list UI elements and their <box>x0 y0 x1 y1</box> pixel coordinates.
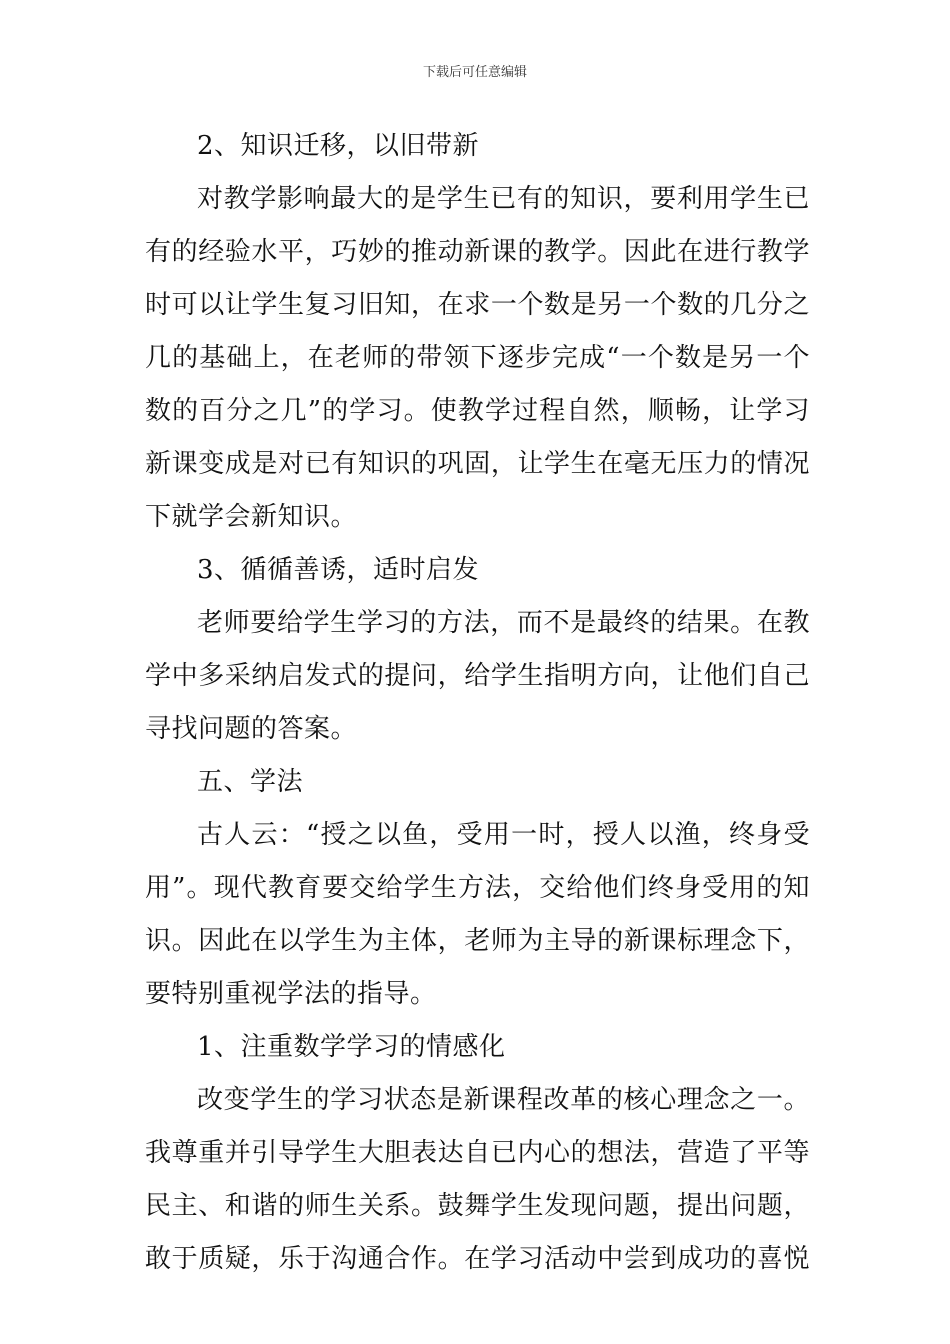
paragraph-line: 要特别重视学法的指导。 <box>145 979 437 1009</box>
paragraph-line: 新课变成是对已有知识的巩固，让学生在毫无压力的情况 <box>145 449 810 479</box>
paragraph-line: 用”。现代教育要交给学生方法，交给他们终身受用的知 <box>145 873 810 903</box>
section-heading: 1、注重数学学习的情感化 <box>197 1032 506 1062</box>
paragraph-line: 有的经验水平，巧妙的推动新课的教学。因此在进行教学 <box>145 237 810 267</box>
paragraph-line: 民主、和谐的师生关系。鼓舞学生发现问题，提出问题， <box>145 1191 810 1221</box>
paragraph-line: 老师要给学生学习的方法，而不是最终的结果。在教 <box>197 608 810 638</box>
paragraph-line: 学中多采纳启发式的提问，给学生指明方向，让他们自己 <box>145 661 810 691</box>
document-body <box>145 120 810 1286</box>
section-heading: 3、循循善诱，适时启发 <box>197 555 480 585</box>
paragraph-line: 时可以让学生复习旧知，在求一个数是另一个数的几分之 <box>145 290 810 320</box>
page-header: 下载后可任意编辑 <box>422 65 527 80</box>
paragraph-line: 几的基础上，在老师的带领下逐步完成“一个数是另一个 <box>145 343 810 373</box>
paragraph-line: 数的百分之几”的学习。使教学过程自然，顺畅，让学习 <box>145 396 810 426</box>
paragraph-line: 对教学影响最大的是学生已有的知识，要利用学生已 <box>197 184 810 214</box>
paragraph-line: 下就学会新知识。 <box>145 502 358 532</box>
paragraph-line: 寻找问题的答案。 <box>145 714 358 744</box>
paragraph-line: 改变学生的学习状态是新课程改革的核心理念之一。 <box>197 1085 810 1115</box>
paragraph-line: 我尊重并引导学生大胆表达自已内心的想法，营造了平等 <box>145 1138 810 1168</box>
paragraph-line: 古人云：“授之以鱼，受用一时，授人以渔，终身受 <box>197 820 810 850</box>
section-heading: 2、知识迁移，以旧带新 <box>197 131 480 161</box>
section-heading: 五、学法 <box>197 767 304 797</box>
paragraph-line: 敢于质疑，乐于沟通合作。在学习活动中尝到成功的喜悦 <box>145 1244 810 1274</box>
paragraph-line: 识。因此在以学生为主体，老师为主导的新课标理念下， <box>145 926 810 956</box>
